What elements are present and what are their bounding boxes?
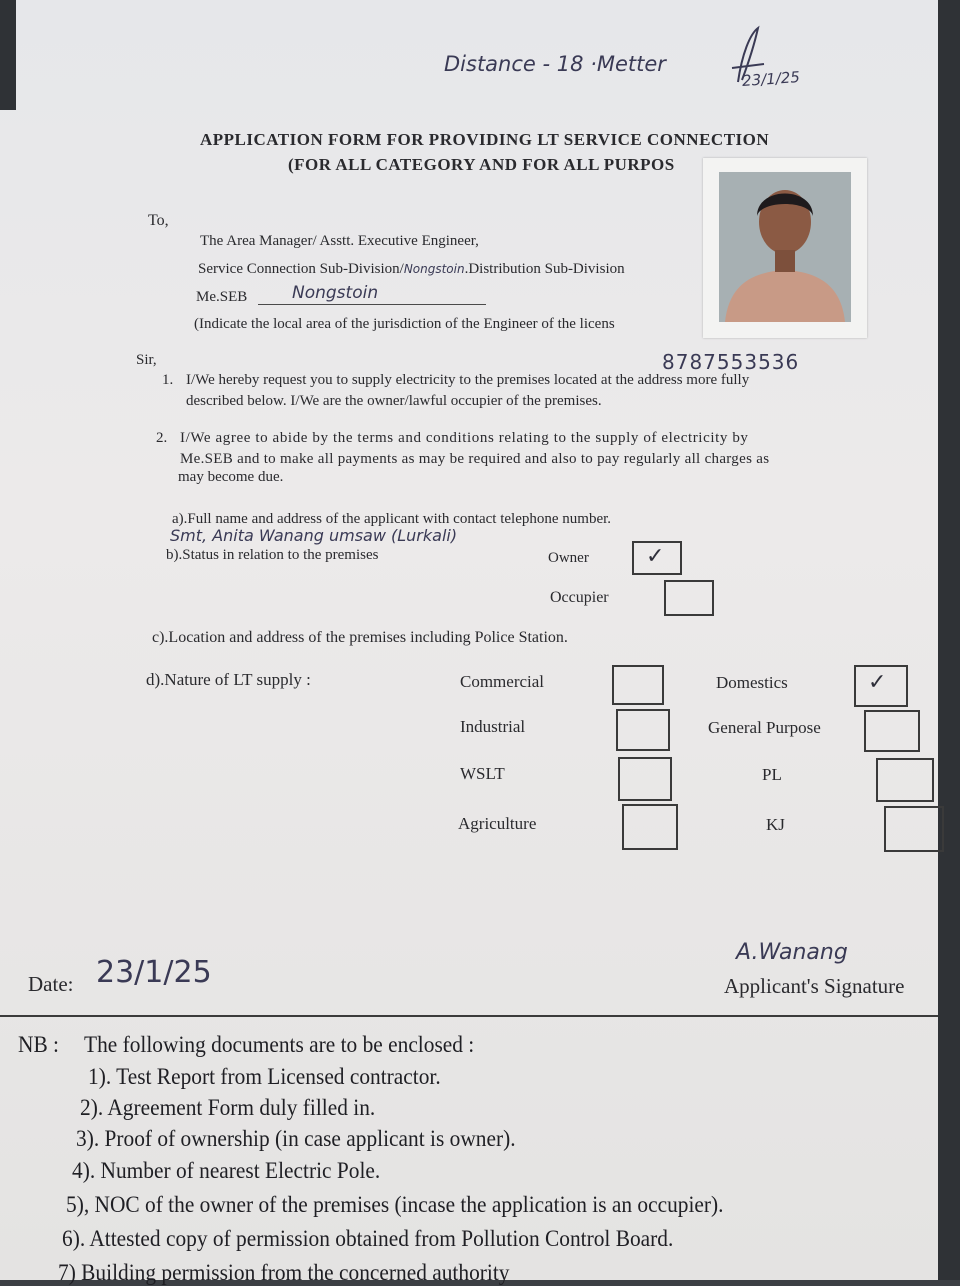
question-d: d).Nature of LT supply : — [146, 670, 311, 689]
nb-item-5: 5), NOC of the owner of the premises (incase the application is an occupier). — [66, 1192, 724, 1217]
applicant-name-handwritten: Smt, Anita Wanang umsaw (Lurkali) — [170, 526, 458, 545]
phone-handwritten: 8787553536 — [662, 350, 800, 374]
occupier-label: Occupier — [550, 589, 609, 606]
address-line-2-suffix: .Distribution Sub-Division — [464, 261, 625, 277]
commercial-checkbox[interactable] — [612, 665, 664, 705]
para1-line2: described below. I/We are the owner/lawful occupier of the premises. — [186, 393, 602, 409]
supply-industrial-label: Industrial — [460, 717, 526, 736]
nb-label: NB : — [18, 1032, 60, 1057]
address-line-3: Me.SEB — [196, 289, 248, 305]
agriculture-checkbox[interactable] — [622, 804, 678, 850]
para2-line2: Me.SEB and to make all payments as may be required and also to pay regularly all charges as — [180, 451, 770, 467]
domestics-check-mark: ✓ — [868, 670, 887, 695]
nb-intro: The following documents are to be enclosed : — [84, 1032, 475, 1057]
supply-pl-label: PL — [762, 765, 782, 784]
applicant-signature-handwritten: A.Wanang — [736, 940, 848, 965]
nb-item-7: 7) Building permission from the concerned authority — [58, 1260, 510, 1285]
salutation: Sir, — [136, 352, 157, 368]
supply-wslt-label: WSLT — [460, 764, 505, 783]
address-line-4: (Indicate the local area of the jurisdiction of the Engineer of the licens — [194, 316, 615, 332]
form-title-line1: APPLICATION FORM FOR PROVIDING LT SERVICE CONNECTION — [200, 130, 770, 149]
para2-line3: may become due. — [178, 469, 284, 485]
para2-line1: I/We agree to abide by the terms and conditions relating to the supply of electricity by — [180, 430, 749, 446]
supply-commercial-label: Commercial — [460, 672, 545, 691]
supply-agriculture-label: Agriculture — [458, 814, 537, 833]
supply-general-purpose-label: General Purpose — [708, 718, 821, 737]
address-line-2-prefix: Service Connection Sub-Division/ — [198, 261, 404, 277]
owner-label: Owner — [548, 550, 589, 566]
question-c: c).Location and address of the premises including Police Station. — [152, 629, 568, 646]
nb-item-3: 3). Proof of ownership (in case applicant is owner). — [76, 1126, 516, 1151]
address-line-2 — [198, 261, 625, 278]
meseb-handwritten: Nongstoin — [292, 283, 379, 303]
occupier-checkbox[interactable] — [664, 580, 714, 616]
desk-corner — [0, 0, 16, 110]
para2-number: 2. — [156, 430, 168, 446]
nb-item-4: 4). Number of nearest Electric Pole. — [72, 1158, 381, 1183]
address-line-1: The Area Manager/ Asstt. Executive Engineer, — [200, 233, 479, 249]
question-a: a).Full name and address of the applicant with contact telephone number. — [172, 511, 612, 527]
nb-item-1: 1). Test Report from Licensed contractor. — [88, 1064, 441, 1089]
form-title-line2: (FOR ALL CATEGORY AND FOR ALL PURPOS — [288, 155, 675, 174]
to-label: To, — [148, 212, 169, 229]
pl-checkbox[interactable] — [876, 758, 934, 802]
signature-label: Applicant's Signature — [724, 974, 905, 998]
nb-item-6: 6). Attested copy of permission obtained from Pollution Control Board. — [62, 1226, 674, 1251]
subdivision-handwritten: Nongstoin — [403, 262, 465, 276]
nb-item-2: 2). Agreement Form duly filled in. — [80, 1095, 376, 1120]
footer-divider — [0, 1015, 938, 1017]
meseb-underline — [258, 304, 486, 305]
general-purpose-checkbox[interactable] — [864, 710, 920, 752]
supply-domestics-label: Domestics — [716, 673, 788, 692]
owner-check-mark: ✓ — [646, 544, 665, 569]
para1-number: 1. — [162, 372, 174, 388]
kj-checkbox[interactable] — [884, 806, 944, 852]
supply-kj-label: KJ — [766, 815, 785, 834]
desk-background — [938, 0, 960, 1280]
para1-line1: I/We hereby request you to supply electricity to the premises located at the address more fully — [186, 372, 750, 388]
date-handwritten: 23/1/25 — [96, 955, 212, 990]
applicant-photo — [703, 158, 867, 338]
question-b: b).Status in relation to the premises — [166, 547, 379, 563]
officer-date: 23/1/25 — [741, 68, 801, 90]
industrial-checkbox[interactable] — [616, 709, 670, 751]
date-label: Date: — [28, 972, 74, 996]
distance-note: Distance - 18 ·Metter — [444, 52, 666, 76]
wslt-checkbox[interactable] — [618, 757, 672, 801]
